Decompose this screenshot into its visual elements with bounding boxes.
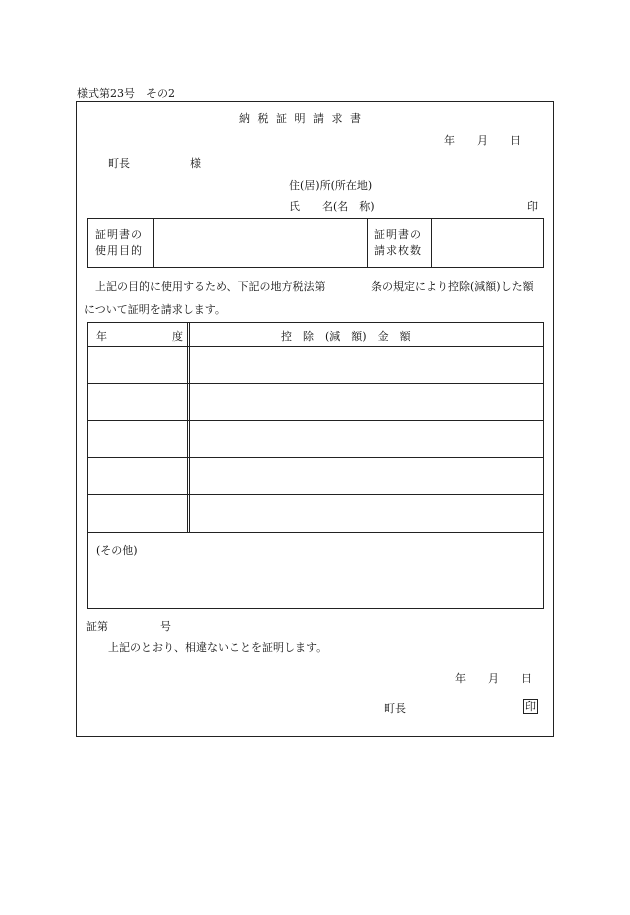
count-label-line1: 証明書の — [374, 228, 422, 241]
purpose-label-line1: 証明書の — [95, 228, 143, 241]
col-year-a: 年 — [96, 330, 107, 343]
col-year-b: 度 — [172, 330, 183, 343]
col-amount: 控 除 (減 額) 金 額 — [281, 330, 411, 343]
other-input[interactable] — [88, 560, 543, 608]
amount-col-divider-2 — [189, 322, 190, 532]
amount-row-line-5 — [87, 532, 544, 533]
certificate-number-suffix: 号 — [160, 620, 171, 633]
addressee-office: 町長 — [108, 157, 130, 170]
certificate-statement: 上記のとおり、相違ないことを証明します。 — [108, 641, 328, 654]
year-cell-5[interactable] — [88, 495, 186, 531]
official-seal-box: 印 — [525, 700, 536, 713]
amount-cell-2[interactable] — [191, 384, 543, 419]
year-cell-2[interactable] — [88, 384, 186, 419]
page-title: 納 税 証 明 請 求 書 — [239, 112, 363, 125]
year-cell-1[interactable] — [88, 347, 186, 382]
amount-cell-5[interactable] — [191, 495, 543, 531]
request-date: 年 月 日 — [444, 134, 521, 147]
count-input[interactable] — [432, 219, 543, 267]
purpose-divider-2 — [367, 218, 368, 268]
amount-cell-3[interactable] — [191, 421, 543, 456]
year-cell-4[interactable] — [88, 458, 186, 493]
purpose-label-line2: 使用目的 — [95, 244, 143, 257]
amount-cell-1[interactable] — [191, 347, 543, 382]
applicant-seal: 印 — [527, 200, 538, 213]
purpose-label — [95, 227, 143, 259]
certificate-number-prefix: 証第 — [86, 620, 108, 633]
certificate-date: 年 月 日 — [455, 672, 532, 685]
purpose-input[interactable] — [154, 219, 366, 267]
applicant-address-label: 住(居)所(所在地) — [289, 179, 373, 192]
count-label-line2: 請求枚数 — [374, 244, 422, 257]
certificate-official: 町長 — [384, 702, 406, 715]
request-text-line2: について証明を請求します。 — [84, 303, 226, 316]
amount-cell-4[interactable] — [191, 458, 543, 493]
applicant-name-label: 氏 名(名 称) — [289, 200, 375, 213]
form-number: 様式第23号 その2 — [77, 87, 175, 100]
amount-col-divider — [187, 322, 188, 532]
request-text-a: 上記の目的に使用するため、下記の地方税法第 — [95, 280, 326, 293]
request-text-b: 条の規定により控除(減額)した額 — [371, 280, 534, 293]
year-cell-3[interactable] — [88, 421, 186, 456]
count-label — [374, 227, 422, 259]
addressee-honorific: 様 — [190, 157, 201, 170]
other-label: (その他) — [96, 544, 138, 557]
